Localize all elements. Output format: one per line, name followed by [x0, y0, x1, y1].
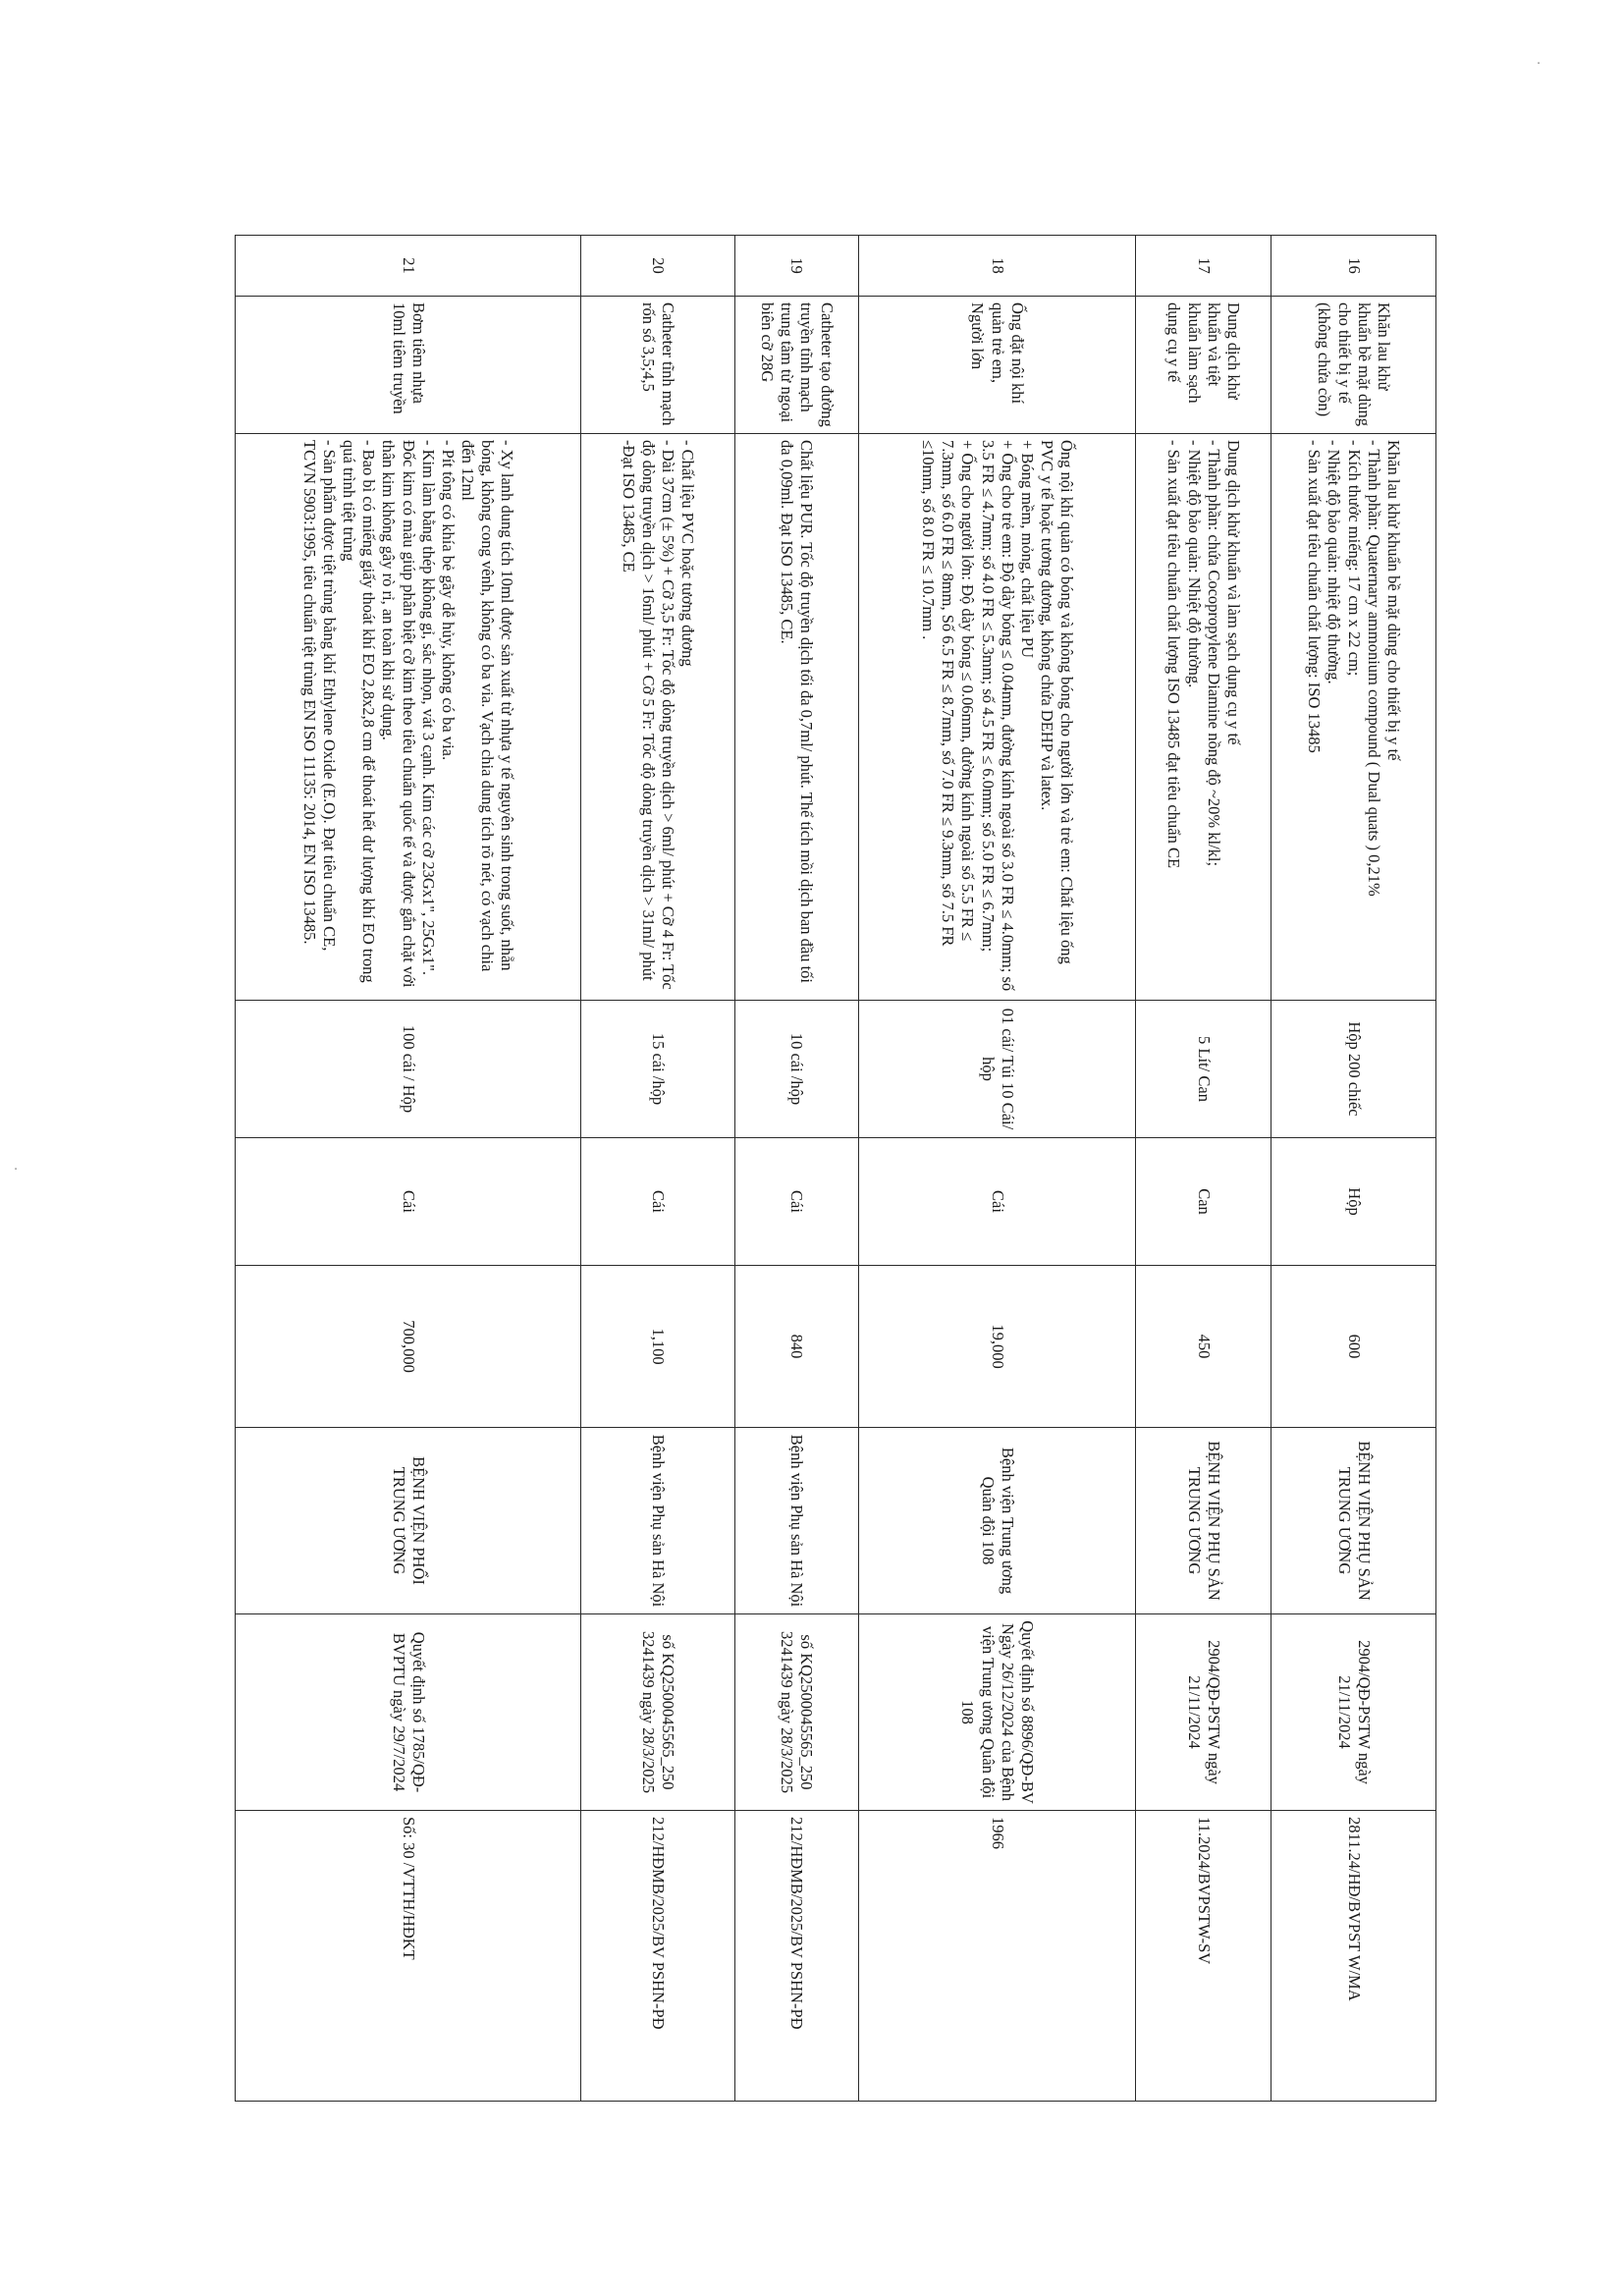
specification-line: - Thành phần: Quaternary ammonium compound ( Dual quats ) 0,21%: [1364, 440, 1383, 897]
specification-line: Ống nội khí quản có bóng và không bóng cho người lớn và trẻ em: Chất liệu ống PVC y tế hoặc tương đương, không chứa DEHP và latex.: [1037, 440, 1077, 964]
item-name: Catheter tĩnh mạch rốn số 3,5;4,5: [581, 297, 734, 434]
unit-of-measure: Can: [1135, 1138, 1271, 1266]
specification-lines: [777, 440, 816, 994]
hospital-name: Bệnh viện Phụ sản Hà Nội: [734, 1428, 859, 1614]
row-number: 20: [581, 236, 734, 297]
specification-line: - Sản xuất đạt tiêu chuẩn chất lượng ISO 13485 đạt tiêu chuẩn CE: [1164, 440, 1184, 869]
item-specification: [236, 434, 581, 1001]
packaging: Hộp 200 chiếc: [1271, 1001, 1436, 1138]
table-row: [859, 236, 1136, 2102]
item-specification: [734, 434, 859, 1001]
specification-line: + Ống cho trẻ em: Độ dày bóng ≤ 0.04mm, đường kính ngoài số 3.0 FR ≤ 4.0mm; số 3.5 FR ≤ 4.7mm; số 4.0 FR ≤ 5.3mm; số 4.5 FR ≤ 6.0mm; số 5.0 FR ≤ 6.7mm;: [978, 440, 1017, 992]
specification-lines: [299, 440, 516, 994]
award-decision: số KQ2500045565_250 3241439 ngày 28/3/2025: [581, 1614, 734, 1811]
item-specification: [859, 434, 1136, 1001]
unit-of-measure: Cái: [236, 1138, 581, 1266]
unit-of-measure: Hộp: [1271, 1138, 1436, 1266]
specification-line: - Bao bì có miếng giấy thoát khí EO 2,8x2,8 cm để thoát hết dư lượng khí EO trong quá trình tiệt trùng: [340, 440, 379, 983]
specification-line: Chất liệu PUR. Tốc độ truyền dịch tối đa 0,7ml/ phút. Thể tích mồi dịch ban đầu tối đa 0,09ml. Đạt ISO 13485, CE.: [778, 440, 817, 983]
item-name: Bơm tiêm nhựa 10ml tiêm truyền: [236, 297, 581, 434]
item-name: Ống đặt nội khí quản trẻ em, Người lớn: [859, 297, 1136, 434]
table-row: [1135, 236, 1271, 2102]
row-number: 21: [236, 236, 581, 297]
table-row: [236, 236, 581, 2102]
specification-lines: [619, 440, 698, 994]
specification-lines: [1304, 440, 1403, 994]
contract-number: 1966: [859, 1811, 1136, 2102]
contract-number: 2811.24/HĐ/BVPST W/MA: [1271, 1811, 1436, 2102]
quantity: 1,100: [581, 1266, 734, 1428]
award-decision: Quyết định số 1785/QĐ-BVPTU ngày 29/7/2024: [236, 1614, 581, 1811]
specification-line: Dung dịch khử khuẩn và làm sạch dụng cụ y tế: [1223, 440, 1243, 745]
item-specification: [581, 434, 734, 1001]
specification-line: - Dài 37cm (± 5%) + Cỡ 3,5 Fr: Tốc độ dòng truyền dịch > 6ml/ phút + Cỡ 4 Fr: Tốc độ dòng truyền dịch > 16ml/ phút + Cỡ 5 Fr: Tốc độ dòng truyền dịch > 31ml/ phút -Đạt ISO 13485, CE: [619, 440, 677, 990]
unit-of-measure: Cái: [859, 1138, 1136, 1266]
specification-line: + Ống cho người lớn: Độ dày bóng ≤ 0.06mm, đường kính ngoài số 5.5 FR ≤ 7.3mm, số 6.0 FR ≤ 8mm, Số 6.5 FR ≤ 8.7mm, số 7.0 FR ≤ 9.3mm, số 7.5 FR ≤10mm, số 8.0 FR ≤ 10.7mm .: [919, 440, 978, 947]
row-number: 16: [1271, 236, 1436, 297]
specification-line: - Chất liệu PVC hoặc tương đương: [678, 440, 698, 667]
quantity: 840: [734, 1266, 859, 1428]
packaging: 100 cái / Hộp: [236, 1001, 581, 1138]
specification-line: - Kim làm bằng thép không gỉ, sắc nhọn, vát 3 cạnh. Kim các cỡ 23Gx1", 25Gx1". Đốc kim có màu giúp phân biệt cỡ kim theo tiêu chuẩn quốc tế và được gắn chặt với thân kim không gây rò rỉ, an toàn khi sử dụng.: [379, 440, 438, 988]
row-number: 19: [734, 236, 859, 297]
row-number: 17: [1135, 236, 1271, 297]
quantity: 19,000: [859, 1266, 1136, 1428]
contract-number: Số: 30 /VTTH/HĐKT: [236, 1811, 581, 2102]
specification-line: + Bóng mềm, mỏng, chất liệu PU: [1017, 440, 1037, 658]
row-number: 18: [859, 236, 1136, 297]
specification-line: - Nhiệt độ bảo quản: nhiệt độ thường.: [1325, 440, 1344, 684]
hospital-name: BỆNH VIỆN PHỤ SẢN TRUNG ƯƠNG: [1135, 1428, 1271, 1614]
hospital-name: Bệnh viện Phụ sản Hà Nội: [581, 1428, 734, 1614]
scan-speck: ·: [14, 1163, 19, 1177]
equipment-table: [235, 235, 1436, 2102]
item-name: Catheter tạo đường truyền tĩnh mạch trung tâm từ ngoại biên cỡ 28G: [734, 297, 859, 434]
item-specification: [1135, 434, 1271, 1001]
unit-of-measure: Cái: [581, 1138, 734, 1266]
award-decision: 2904/QĐ-PSTW ngày 21/11/2024: [1271, 1614, 1436, 1811]
specification-line: - Pít tông có khía bẻ gãy dễ hủy, không có ba via.: [438, 440, 458, 761]
contract-number: 11.2024/BVPSTW-SV: [1135, 1811, 1271, 2102]
scan-speck: ·: [1537, 57, 1542, 72]
item-specification: [1271, 434, 1436, 1001]
quantity: 600: [1271, 1266, 1436, 1428]
unit-of-measure: Cái: [734, 1138, 859, 1266]
packaging: 10 cái /hộp: [734, 1001, 859, 1138]
table-row: [734, 236, 859, 2102]
award-decision: số KQ2500045565_250 3241439 ngày 28/3/2025: [734, 1614, 859, 1811]
table-body: [236, 236, 1436, 2102]
item-name: Khăn lau khử khuẩn bề mặt dùng cho thiết bị y tế (không chứa cồn): [1271, 297, 1436, 434]
award-decision: Quyết định số 8896/QĐ-BV Ngày 26/12/2024 của Bệnh viện Trung ương Quân đội 108: [859, 1614, 1136, 1811]
specification-lines: [1163, 440, 1243, 994]
table-row: [1271, 236, 1436, 2102]
specification-lines: [918, 440, 1076, 994]
specification-line: - Sản xuất đạt tiêu chuẩn chất lượng: ISO 13485: [1305, 440, 1325, 753]
packaging: 01 cái/ Túi 10 Cái/ hộp: [859, 1001, 1136, 1138]
table-row: [581, 236, 734, 2102]
rotated-table-wrapper: [235, 235, 1436, 2101]
hospital-name: Bệnh viện Trung ương Quân đội 108: [859, 1428, 1136, 1614]
item-name: Dung dịch khử khuẩn và tiệt khuẩn làm sạch dụng cụ y tế: [1135, 297, 1271, 434]
specification-line: - Kích thước miếng: 17 cm x 22 cm;: [1344, 440, 1364, 677]
specification-line: - Xy lanh dung tích 10ml được sản xuất từ nhựa y tế nguyên sinh trong suốt, nhẵn bóng, không cong vênh, không có ba via. Vạch chia dung tích rõ nét, có vạch chia đến 12ml: [458, 440, 517, 972]
packaging: 15 cái /hộp: [581, 1001, 734, 1138]
packaging: 5 Lít/ Can: [1135, 1001, 1271, 1138]
specification-line: - Thành phần: chứa Cocopropylene Diamine nồng độ ~20% kl/kl;: [1204, 440, 1223, 867]
specification-line: - Nhiệt độ bảo quản: Nhiệt độ thường.: [1184, 440, 1204, 688]
contract-number: 212/HĐMB/2025/BV PSHN-PĐ: [734, 1811, 859, 2102]
specification-line: - Sản phẩm được tiệt trùng bằng khí Ethylene Oxide (E.O). Đạt tiêu chuẩn CE, TCVN 5903:1995, tiêu chuẩn tiệt trùng EN ISO 11135: 2014, EN ISO 13485.: [299, 440, 340, 952]
contract-number: 212/HĐMB/2025/BV PSHN-PĐ: [581, 1811, 734, 2102]
specification-line: Khăn lau khử khuẩn bề mặt dùng cho thiết bị y tế: [1383, 440, 1403, 761]
award-decision: 2904/QĐ-PSTW ngày 21/11/2024: [1135, 1614, 1271, 1811]
hospital-name: BỆNH VIỆN PHỤ SẢN TRUNG ƯƠNG: [1271, 1428, 1436, 1614]
quantity: 450: [1135, 1266, 1271, 1428]
hospital-name: BỆNH VIỆN PHỔI TRUNG ƯƠNG: [236, 1428, 581, 1614]
quantity: 700,000: [236, 1266, 581, 1428]
